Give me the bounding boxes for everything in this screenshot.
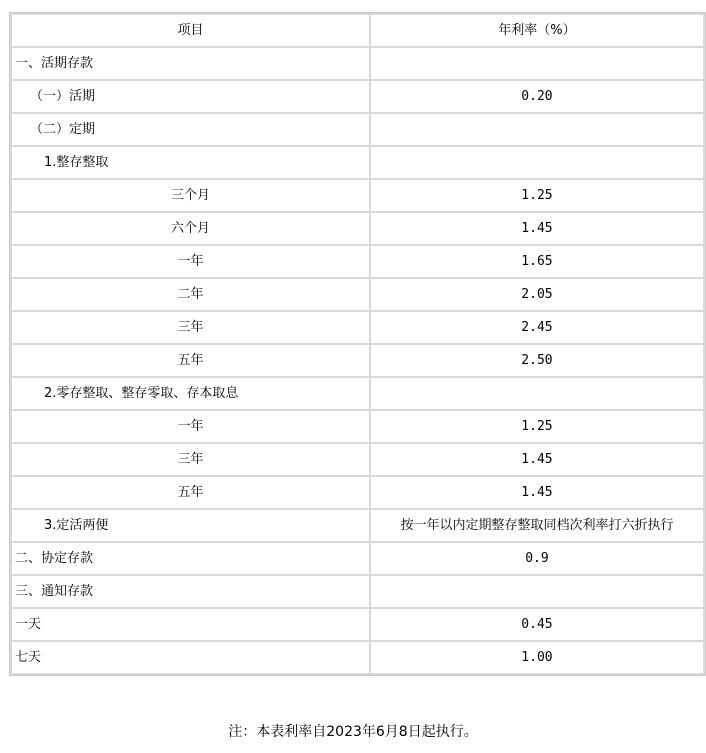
row-rate-value [371,576,703,607]
table-row [12,510,703,541]
rate-table-body [12,15,703,673]
row-item-label: （一）活期 [12,81,369,112]
row-item-label: 五年 [12,477,369,508]
row-rate-value: 1.00 [371,642,703,673]
row-item-label: 二、协定存款 [12,543,369,574]
row-rate-value: 按一年以内定期整存整取同档次利率打六折执行 [371,510,703,541]
row-rate-value: 0.45 [371,609,703,640]
table-row [12,411,703,442]
row-rate-value: 1.25 [371,411,703,442]
table-row [12,444,703,475]
row-item-label: 3.定活两便 [12,510,369,541]
row-rate-value: 2.05 [371,279,703,310]
table-row [12,279,703,310]
table-row [12,609,703,640]
row-item-label: 一、活期存款 [12,48,369,79]
row-rate-value: 1.45 [371,213,703,244]
table-row [12,543,703,574]
row-rate-value [371,147,703,178]
table-row [12,378,703,409]
row-item-label: 一天 [12,609,369,640]
row-item-label: 三、通知存款 [12,576,369,607]
row-rate-value: 1.65 [371,246,703,277]
row-rate-value [371,114,703,145]
table-header-row [12,15,703,46]
row-rate-value: 0.20 [371,81,703,112]
row-item-label: 三年 [12,444,369,475]
row-rate-value: 1.45 [371,477,703,508]
table-row [12,48,703,79]
header-item: 项目 [12,15,369,46]
row-item-label: 1.整存整取 [12,147,369,178]
table-row [12,180,703,211]
row-rate-value: 0.9 [371,543,703,574]
row-item-label: 一年 [12,246,369,277]
row-item-label: 七天 [12,642,369,673]
table-row [12,81,703,112]
row-item-label: （二）定期 [12,114,369,145]
row-item-label: 2.零存整取、整存零取、存本取息 [12,378,369,409]
table-row [12,312,703,343]
table-row [12,147,703,178]
row-item-label: 二年 [12,279,369,310]
table-row [12,345,703,376]
row-rate-value [371,378,703,409]
row-item-label: 三年 [12,312,369,343]
row-rate-value: 2.50 [371,345,703,376]
deposit-rate-table [9,12,706,676]
table-row [12,246,703,277]
table-row [12,477,703,508]
row-rate-value: 1.25 [371,180,703,211]
row-item-label: 六个月 [12,213,369,244]
row-rate-value: 2.45 [371,312,703,343]
table-row [12,642,703,673]
table-row [12,114,703,145]
row-rate-value [371,48,703,79]
table-row [12,576,703,607]
footnote: 注：本表利率自2023年6月8日起执行。 [228,724,478,740]
row-item-label: 三个月 [12,180,369,211]
table-row [12,213,703,244]
header-rate: 年利率（%） [371,15,703,46]
row-item-label: 一年 [12,411,369,442]
row-rate-value: 1.45 [371,444,703,475]
row-item-label: 五年 [12,345,369,376]
